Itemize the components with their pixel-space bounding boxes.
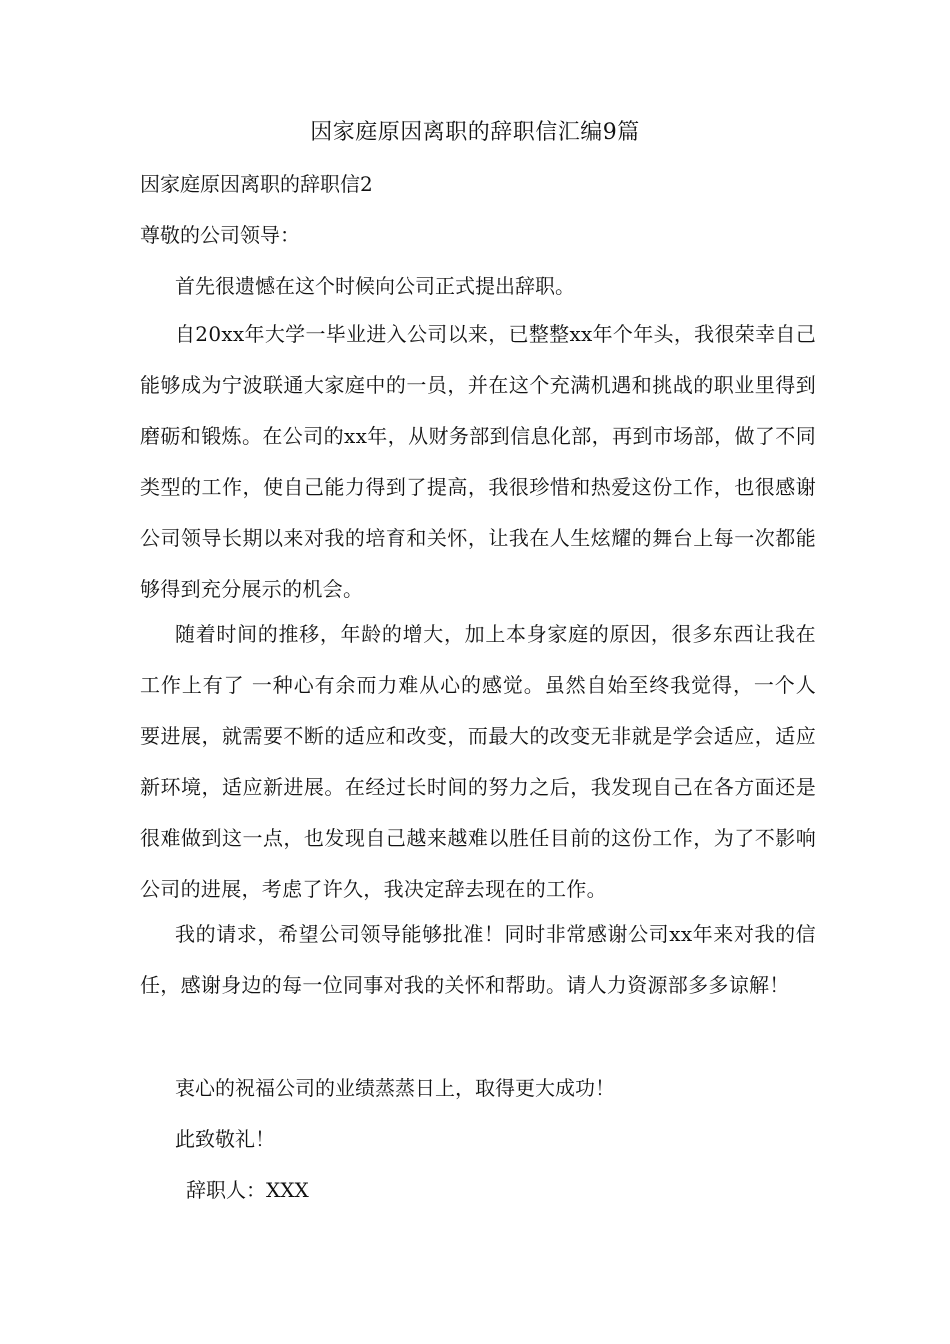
salutation: 尊敬的公司领导： xyxy=(140,223,300,247)
body-paragraph-reason: 随着时间的推移，年龄的增大，加上本身家庭的原因，很多东西让我在工作上有了 一种心有余而力难从心的感觉。虽然自始至终我觉得，一个人要进展，就需要不断的适应和改变，而最大的改变无非就是学会适应，适应新环境，适应新进展。在经过长时间的努力之后，我发现自己在各方面还是很难做到这一点，也发现自己越来越难以胜任目前的这份工作，为了不影响公司的进展，考虑了许久，我决定辞去现在的工作。 xyxy=(140,622,816,901)
closing-wish: 衷心的祝福公司的业绩蒸蒸日上，取得更大成功！ xyxy=(175,1076,615,1100)
body-paragraph-career: 自20xx年大学一毕业进入公司以来，已整整xx年个年头，我很荣幸自己能够成为宁波联通大家庭中的一员，并在这个充满机遇和挑战的职业里得到磨砺和锻炼。在公司的xx年，从财务部到信息化部，再到市场部，做了不同类型的工作，使自己能力得到了提高，我很珍惜和热爱这份工作，也很感谢公司领导长期以来对我的培育和关怀，让我在人生炫耀的舞台上每一次都能够得到充分展示的机会。 xyxy=(140,322,816,601)
body-paragraph-request: 我的请求，希望公司领导能够批准！同时非常感谢公司xx年来对我的信任，感谢身边的每一位同事对我的关怀和帮助。请人力资源部多多谅解！ xyxy=(140,922,816,997)
letter-subtitle: 因家庭原因离职的辞职信2 xyxy=(140,172,373,196)
opening-paragraph: 首先很遗憾在这个时候向公司正式提出辞职。 xyxy=(175,274,575,298)
document-title: 因家庭原因离职的辞职信汇编9篇 xyxy=(310,120,640,145)
closing-salute: 此致敬礼！ xyxy=(175,1127,275,1151)
signature: 辞职人：XXX xyxy=(186,1178,309,1202)
